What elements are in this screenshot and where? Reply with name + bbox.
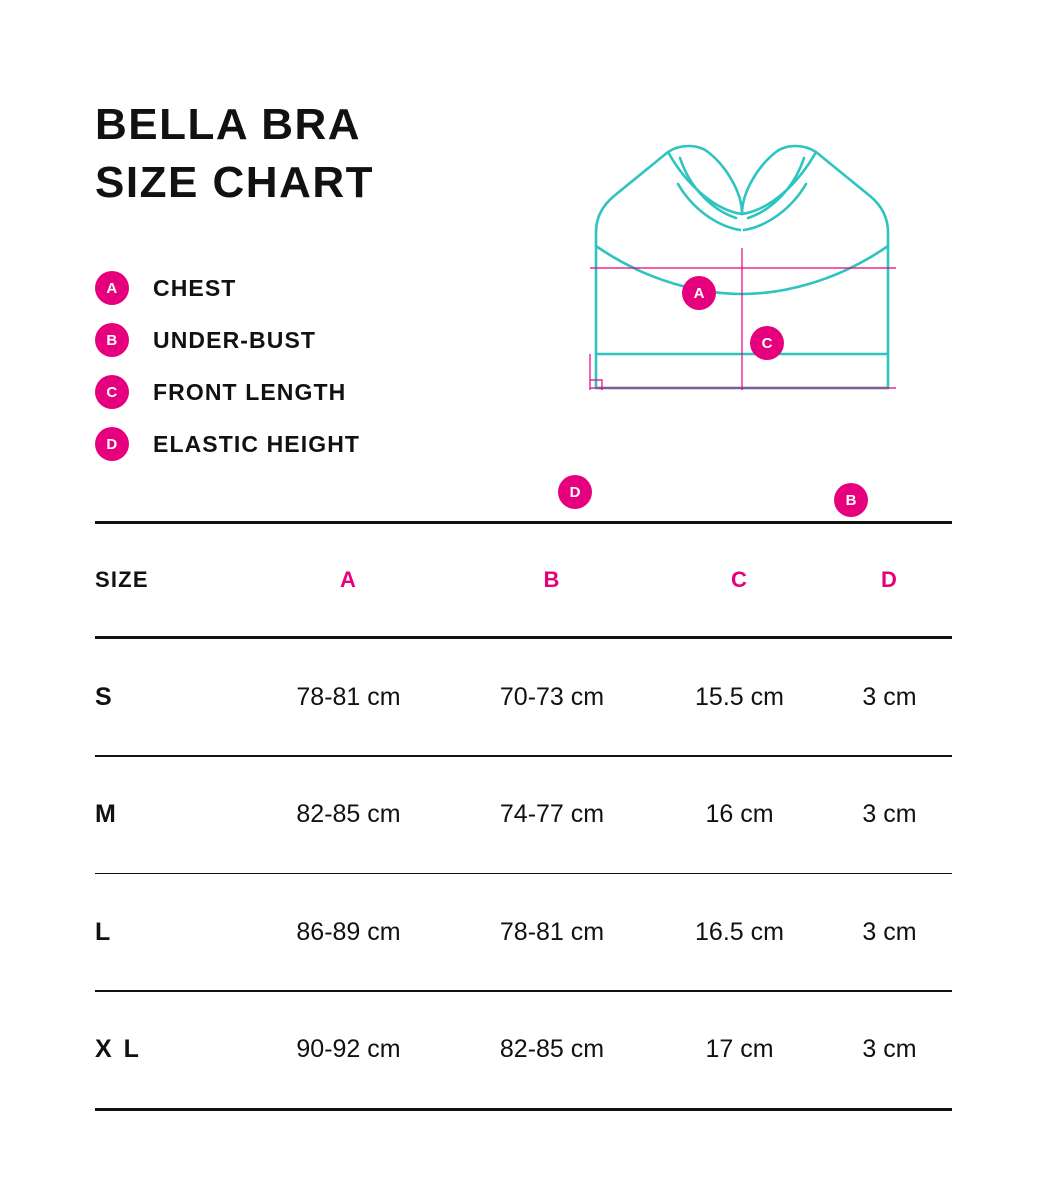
legend-label-chest: CHEST (153, 274, 237, 301)
table-row (95, 874, 952, 990)
size-table-body (95, 757, 952, 873)
diagram-badge-a: A (682, 276, 716, 310)
size-table (95, 524, 952, 636)
measurement-legend (95, 262, 555, 470)
header-a: A (339, 567, 358, 592)
sports-bra-illustration (530, 118, 950, 509)
cell-s-c: 15.5 cm (695, 682, 784, 711)
legend-label-front-length: FRONT LENGTH (153, 378, 347, 405)
header-d: D (880, 567, 899, 592)
bra-diagram-svg (530, 118, 950, 538)
size-table-body (95, 874, 952, 990)
diagram-badge-c: C (750, 326, 784, 360)
cell-l-a: 86-89 cm (296, 917, 401, 946)
cell-s-a: 78-81 cm (296, 682, 401, 711)
size-table-body (95, 639, 952, 755)
cell-s-d: 3 cm (862, 682, 917, 711)
cell-l-b: 78-81 cm (499, 917, 605, 946)
legend-badge-b: B (95, 323, 129, 357)
size-table-container (95, 521, 952, 1111)
cell-m-a: 82-85 cm (296, 800, 401, 829)
table-bottom-rule (95, 1108, 952, 1111)
cell-xl-a: 90-92 cm (296, 1035, 401, 1064)
diagram-badge-b: B (834, 483, 868, 517)
legend-badge-c: C (95, 375, 129, 409)
header-size: SIZE (95, 567, 149, 592)
legend-item-chest (95, 262, 555, 314)
title-line-1: BELLA BRA (95, 100, 362, 149)
legend-item-elastic-height (95, 418, 555, 470)
title-line-2: SIZE CHART (95, 158, 374, 208)
cell-size-m: M (95, 800, 119, 829)
table-row (95, 757, 952, 873)
header-b: B (543, 567, 561, 592)
legend-item-under-bust (95, 314, 555, 366)
cell-size-s: S (95, 682, 115, 711)
diagram-badge-d: D (558, 475, 592, 509)
size-table-body (95, 992, 952, 1108)
legend-badge-a: A (95, 271, 129, 305)
cell-xl-b: 82-85 cm (499, 1035, 605, 1064)
cell-size-l: L (95, 917, 113, 946)
cell-xl-d: 3 cm (862, 1035, 917, 1064)
legend-label-under-bust: UNDER-BUST (153, 326, 317, 353)
legend-badge-d: D (95, 427, 129, 461)
cell-m-d: 3 cm (862, 800, 917, 829)
cell-size-xl: X L (95, 1035, 142, 1064)
header-c: C (730, 567, 749, 592)
legend-item-front-length (95, 366, 555, 418)
page-title (95, 96, 555, 212)
cell-l-d: 3 cm (862, 917, 917, 946)
table-row (95, 992, 952, 1108)
table-row (95, 639, 952, 755)
cell-m-c: 16 cm (705, 800, 774, 829)
cell-s-b: 70-73 cm (499, 682, 605, 711)
cell-m-b: 74-77 cm (499, 800, 605, 829)
cell-l-c: 16.5 cm (695, 917, 784, 946)
cell-xl-c: 17 cm (705, 1035, 774, 1064)
table-header-row (95, 524, 952, 636)
legend-label-elastic-height: ELASTIC HEIGHT (153, 430, 361, 457)
